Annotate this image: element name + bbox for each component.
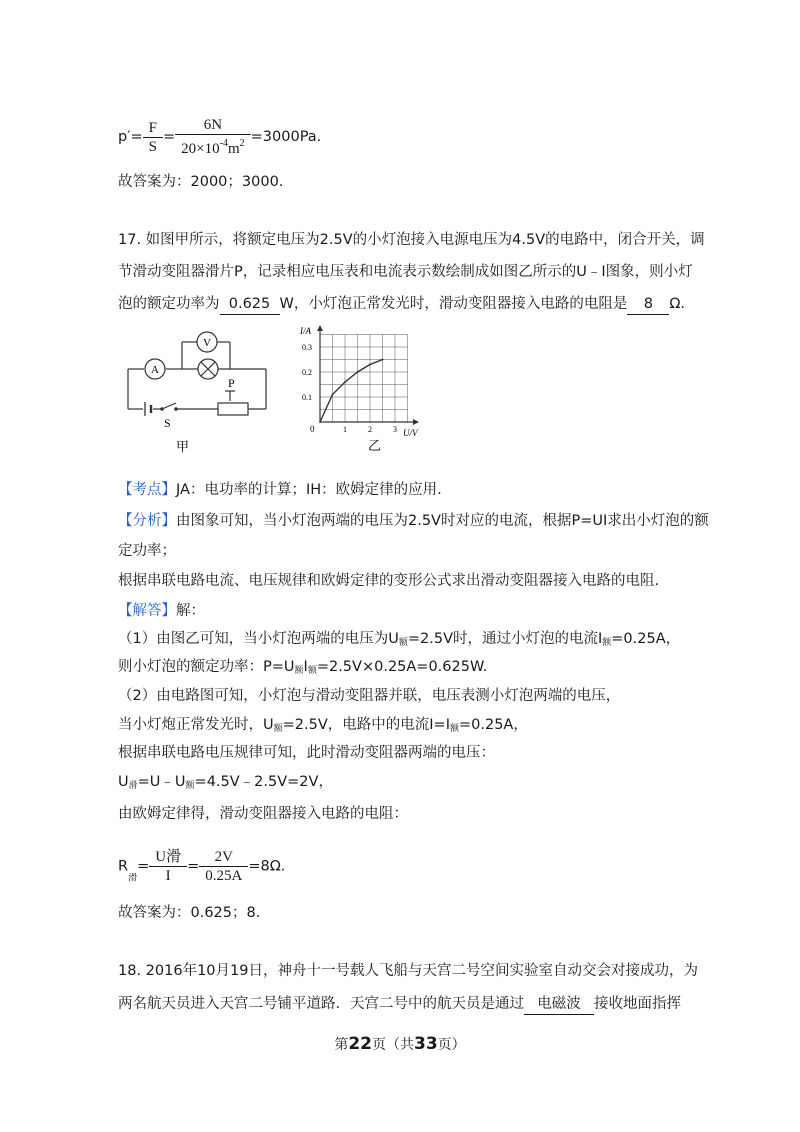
y-tick-label: 0.3 <box>302 343 312 352</box>
fraction-f-over-s: $\frac{F}{S}$ <box>143 119 163 156</box>
y-tick-label: 0.1 <box>302 393 312 402</box>
pressure-formula: p′= $\frac{F}{S}$ = $\frac{6N}{20\times 10^{-4}m^2}$ =3000Pa. <box>118 117 322 157</box>
formula-lhs: p′= <box>118 129 143 145</box>
q17-line3: 泡的额定功率为 0.625 W，小灯泡正常发光时，滑动变阻器接入电路的电阻是 8 Ω. <box>118 294 685 315</box>
fenxi-line1: 【分析】由图象可知，当小灯泡两端的电压为2.5V时对应的电流，根据P=UI求出小灯泡的额 <box>118 513 709 529</box>
fenxi-line3: 根据串联电路电流、电压规律和欧姆定律的变形公式求出滑动变阻器接入电路的电阻. <box>118 573 660 589</box>
jieda-line: 【解答】解： <box>118 603 205 619</box>
iu-curve <box>320 360 383 423</box>
solution-line5: 根据串联电路电压规律可知，此时滑动变阻器两端的电压： <box>118 745 495 761</box>
solution-line4: 当小灯炮正常发光时，$U_额=2.5V$，电路中的电流$I=I_额=0.25A$， <box>118 717 528 734</box>
fenxi-tag: 【分析】 <box>118 513 176 529</box>
data-point <box>382 359 384 361</box>
slider-label: P <box>228 376 235 390</box>
fraction-force-over-area: $\frac{6N}{20\times 10^{-4}m^2}$ <box>175 116 250 158</box>
x-tick-label: 2 <box>368 425 372 434</box>
switch-label: S <box>164 416 171 430</box>
iu-graph <box>300 322 430 457</box>
answer-blank-wave: 电磁波 <box>524 994 594 1015</box>
data-point <box>344 381 346 383</box>
solution-line7: 由欧姆定律得，滑动变阻器接入电路的电阻： <box>118 806 408 822</box>
y-axis-label: I/A <box>300 326 311 336</box>
kaodian-tag: 【考点】 <box>118 482 176 498</box>
q17-line1: 17. 如图甲所示，将额定电压为2.5V的小灯泡接入电源电压为4.5V的电路中，闭合开关，调 <box>118 232 705 248</box>
x-axis-label: U/V <box>403 428 418 438</box>
kaodian-line: 【考点】JA：电功率的计算；IH：欧姆定律的应用. <box>118 482 442 498</box>
q17-line2: 节滑动变阻器滑片P，记录相应电压表和电流表示数绘制成如图乙所示的U﹣I图象，则小灯 <box>118 264 693 280</box>
rheostat <box>218 403 248 415</box>
resistance-formula: $R_滑=$ $\frac{\text{U滑}}{I}$ = $\frac{2V}{0.25A}$ =8Ω. <box>118 849 286 884</box>
x-tick-label: 3 <box>393 425 397 434</box>
ammeter-label: A <box>151 364 159 376</box>
fraction-2v-over-025a: $\frac{2V}{0.25A}$ <box>199 848 248 885</box>
solution-line6: $U_滑=U﹣U_额=4.5V﹣2.5V=2V$， <box>118 774 333 791</box>
fraction-u-over-i: $\frac{\text{U滑}}{I}$ <box>149 848 187 885</box>
x-tick-label: 1 <box>343 425 347 434</box>
page-total: 33 <box>414 1034 438 1054</box>
q18-line2: 两名航天员进入天宫二号铺平道路．天宫二号中的航天员是通过 电磁波 接收地面指挥 <box>118 994 681 1015</box>
circuit-diagram <box>118 325 278 457</box>
answer-blank-power: 0.625 <box>220 294 280 315</box>
data-point <box>357 371 359 373</box>
answer-17: 故答案为：0.625；8. <box>118 905 261 921</box>
graph-caption: 乙 <box>368 438 382 453</box>
page-number: 22 <box>348 1034 372 1054</box>
curve-points <box>319 359 383 423</box>
origin-label: 0 <box>310 424 315 434</box>
answer-16: 故答案为：2000；3000. <box>118 174 284 190</box>
q18-line1: 18. 2016年10月19日，神舟十一号载人飞船与天宫二号空间实验室自动交会对接成功，为 <box>118 963 698 979</box>
fenxi-line2: 定功率； <box>118 543 176 559</box>
y-tick-label: 0.2 <box>302 368 312 377</box>
data-point <box>369 364 371 366</box>
data-point <box>319 421 321 423</box>
circuit-caption: 甲 <box>176 439 190 454</box>
graph-grid <box>320 335 408 423</box>
formula-result: =3000Pa. <box>250 129 322 145</box>
data-point <box>332 394 334 396</box>
solution-line3: （2）由电路图可知，小灯泡与滑动变阻器并联，电压表测小灯泡两端的电压， <box>118 688 621 704</box>
answer-blank-resistance: 8 <box>627 294 669 315</box>
solution-line1: （1）由图乙可知，当小灯泡两端的电压为$U_额=2.5V$时，通过小灯泡的电流$I_额=0.25A$， <box>118 631 681 648</box>
solution-line2: 则小灯泡的额定功率：$P=U_额I_额=2.5V\times 0.25A=0.625W$. <box>118 659 488 676</box>
jieda-tag: 【解答】 <box>118 603 176 619</box>
page-footer: 第22页（共33页） <box>334 1034 466 1054</box>
voltmeter-label: V <box>203 337 211 349</box>
